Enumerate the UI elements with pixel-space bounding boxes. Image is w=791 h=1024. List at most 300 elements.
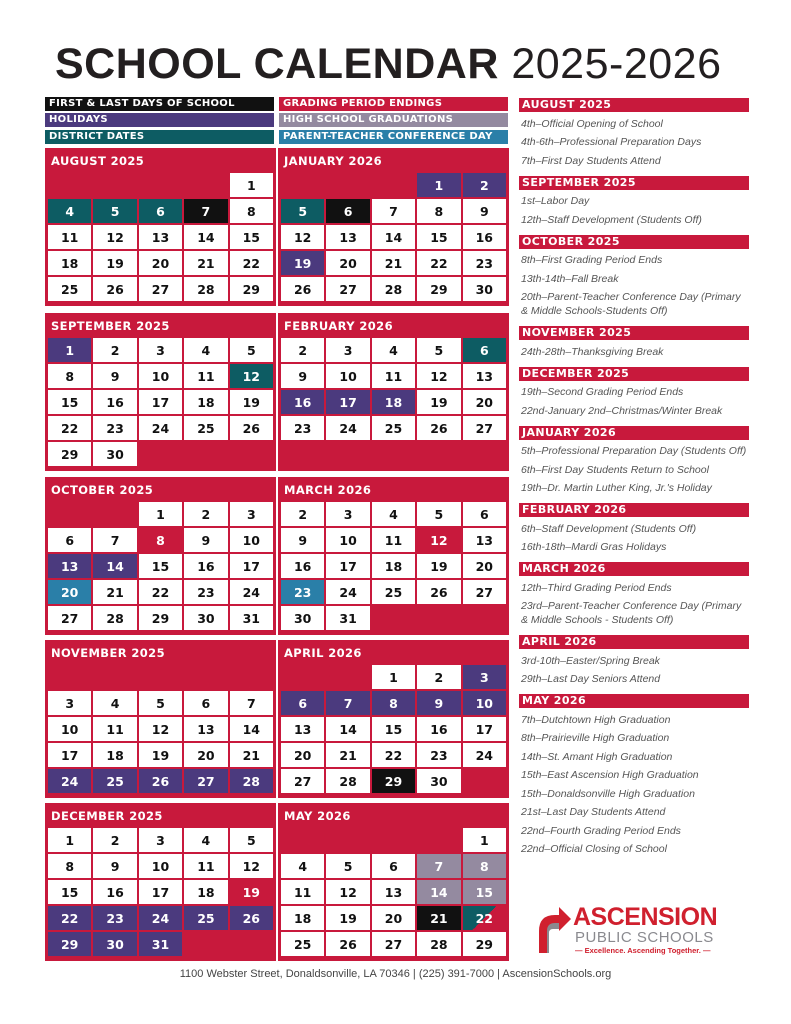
day-cell: 8 bbox=[417, 199, 460, 223]
day-cell: 31 bbox=[230, 606, 273, 630]
empty-cell bbox=[139, 173, 182, 197]
day-cell: 6 bbox=[463, 502, 506, 526]
event-month-header: MAY 2026 bbox=[519, 694, 749, 708]
event-item: 8th–First Grading Period Ends bbox=[521, 254, 663, 266]
day-cell: 28 bbox=[93, 606, 136, 630]
day-cell: 9 bbox=[417, 691, 460, 715]
empty-cell bbox=[463, 606, 506, 630]
day-cell: 1 bbox=[48, 828, 91, 852]
empty-cell bbox=[417, 442, 460, 466]
day-cell: 30 bbox=[281, 606, 324, 630]
legend-item: DISTRICT DATES bbox=[45, 130, 274, 144]
month-title: APRIL 2026 bbox=[284, 646, 362, 660]
day-cell: 21 bbox=[184, 251, 227, 275]
empty-cell bbox=[326, 665, 369, 689]
events-list bbox=[519, 98, 749, 864]
month-title: MAY 2026 bbox=[284, 809, 351, 823]
day-cell: 17 bbox=[139, 880, 182, 904]
day-cell: 7 bbox=[93, 528, 136, 552]
month-block bbox=[45, 313, 276, 471]
day-cell: 8 bbox=[230, 199, 273, 223]
day-cell: 9 bbox=[93, 364, 136, 388]
day-cell: 17 bbox=[230, 554, 273, 578]
day-cell: 13 bbox=[48, 554, 91, 578]
day-cell: 24 bbox=[139, 906, 182, 930]
day-cell: 6 bbox=[48, 528, 91, 552]
day-cell: 19 bbox=[281, 251, 324, 275]
day-cell: 20 bbox=[281, 743, 324, 767]
day-cell: 29 bbox=[48, 932, 91, 956]
day-cell: 13 bbox=[184, 717, 227, 741]
event-item: 22nd–Fourth Grading Period Ends bbox=[521, 824, 681, 837]
event-month-header: SEPTEMBER 2025 bbox=[519, 176, 749, 190]
day-cell: 25 bbox=[372, 416, 415, 440]
event-item: 22nd–Official Closing of School bbox=[521, 843, 667, 855]
day-cell: 27 bbox=[281, 769, 324, 793]
event-item: 24th-28th–Thanksgiving Break bbox=[521, 345, 664, 358]
day-cell: 27 bbox=[463, 416, 506, 440]
day-cell: 19 bbox=[326, 906, 369, 930]
event-month-header: APRIL 2026 bbox=[519, 635, 749, 649]
day-cell: 7 bbox=[417, 854, 460, 878]
day-cell: 19 bbox=[230, 390, 273, 414]
day-cell: 8 bbox=[372, 691, 415, 715]
title-year: 2025-2026 bbox=[511, 40, 722, 88]
event-item: 29th–Last Day Seniors Attend bbox=[521, 673, 661, 685]
day-cell: 15 bbox=[230, 225, 273, 249]
day-cell: 3 bbox=[48, 691, 91, 715]
empty-cell bbox=[463, 769, 506, 793]
day-cell: 27 bbox=[139, 277, 182, 301]
empty-cell bbox=[372, 442, 415, 466]
day-cell: 12 bbox=[417, 528, 460, 552]
day-cell: 15 bbox=[417, 225, 460, 249]
day-cell: 18 bbox=[93, 743, 136, 767]
day-cell: 25 bbox=[184, 416, 227, 440]
day-cell: 11 bbox=[184, 854, 227, 878]
event-month-header: FEBRUARY 2026 bbox=[519, 503, 749, 517]
day-cell: 7 bbox=[326, 691, 369, 715]
month-block bbox=[278, 477, 509, 635]
day-cell: 21 bbox=[230, 743, 273, 767]
empty-cell bbox=[281, 665, 324, 689]
event-item: 19th–Dr. Martin Luther King, Jr.'s Holiday bbox=[521, 482, 712, 494]
event-month-header: AUGUST 2025 bbox=[519, 98, 749, 112]
day-cell: 18 bbox=[48, 251, 91, 275]
day-cell: 1 bbox=[230, 173, 273, 197]
month-block bbox=[278, 313, 509, 471]
logo-tagline: — Excellence. Ascending Together. — bbox=[575, 946, 711, 955]
day-cell: 2 bbox=[184, 502, 227, 526]
day-cell: 9 bbox=[281, 528, 324, 552]
day-cell: 6 bbox=[281, 691, 324, 715]
day-cell: 14 bbox=[184, 225, 227, 249]
day-cell: 12 bbox=[93, 225, 136, 249]
day-cell: 20 bbox=[372, 906, 415, 930]
day-cell: 20 bbox=[463, 554, 506, 578]
day-cell: 17 bbox=[48, 743, 91, 767]
month-block bbox=[45, 803, 276, 961]
event-item: 5th–Professional Preparation Day (Students Off) bbox=[521, 445, 747, 457]
day-cell: 27 bbox=[184, 769, 227, 793]
day-cell: 23 bbox=[93, 906, 136, 930]
day-cell: 9 bbox=[463, 199, 506, 223]
event-item: 7th–Dutchtown High Graduation bbox=[521, 713, 671, 726]
day-cell: 14 bbox=[93, 554, 136, 578]
day-cell: 10 bbox=[139, 854, 182, 878]
event-item: 19th–Second Grading Period Ends bbox=[521, 386, 684, 398]
day-cell: 7 bbox=[230, 691, 273, 715]
day-cell: 20 bbox=[463, 390, 506, 414]
empty-cell bbox=[93, 173, 136, 197]
day-cell: 12 bbox=[230, 854, 273, 878]
day-cell: 1 bbox=[139, 502, 182, 526]
logo-line1: ASCENSION bbox=[573, 903, 718, 931]
footer-address: 1100 Webster Street, Donaldsonville, LA 70346 | (225) 391-7000 | AscensionSchools.org bbox=[179, 968, 612, 980]
day-cell: 30 bbox=[93, 442, 136, 466]
day-cell: 9 bbox=[184, 528, 227, 552]
day-cell: 30 bbox=[93, 932, 136, 956]
day-cell: 17 bbox=[139, 390, 182, 414]
event-section bbox=[519, 694, 749, 856]
day-cell: 27 bbox=[48, 606, 91, 630]
event-item: 23rd–Parent-Teacher Conference Day (Primary & Middle Schools - Students Off) bbox=[521, 600, 742, 626]
day-cell: 11 bbox=[93, 717, 136, 741]
event-item: 12th–Third Grading Period Ends bbox=[521, 581, 672, 594]
day-cell: 19 bbox=[417, 554, 460, 578]
day-cell: 4 bbox=[281, 854, 324, 878]
day-cell: 6 bbox=[326, 199, 369, 223]
event-item: 7th–First Day Students Attend bbox=[521, 154, 661, 167]
day-cell: 22 bbox=[48, 416, 91, 440]
day-cell: 31 bbox=[326, 606, 369, 630]
empty-cell bbox=[48, 173, 91, 197]
empty-cell bbox=[326, 828, 369, 852]
day-cell: 10 bbox=[463, 691, 506, 715]
day-cell: 16 bbox=[281, 554, 324, 578]
day-cell: 23 bbox=[417, 743, 460, 767]
month-title: AUGUST 2025 bbox=[51, 154, 145, 168]
day-cell: 19 bbox=[230, 880, 273, 904]
day-cell: 10 bbox=[326, 364, 369, 388]
day-cell: 16 bbox=[93, 880, 136, 904]
day-cell: 23 bbox=[281, 580, 324, 604]
month-title: JANUARY 2026 bbox=[284, 154, 383, 168]
event-item: 15th–Donaldsonville High Graduation bbox=[521, 787, 695, 800]
day-cell: 10 bbox=[48, 717, 91, 741]
day-cell: 2 bbox=[281, 502, 324, 526]
event-month-header: NOVEMBER 2025 bbox=[519, 326, 749, 340]
day-cell: 5 bbox=[281, 199, 324, 223]
event-item: 22nd-January 2nd–Christmas/Winter Break bbox=[521, 404, 723, 417]
day-cell: 20 bbox=[139, 251, 182, 275]
day-cell: 19 bbox=[417, 390, 460, 414]
event-item: 13th-14th–Fall Break bbox=[521, 272, 619, 285]
event-month-header: JANUARY 2026 bbox=[519, 426, 749, 440]
day-cell: 25 bbox=[184, 906, 227, 930]
day-cell: 30 bbox=[417, 769, 460, 793]
event-item: 8th–Prairieville High Graduation bbox=[521, 732, 670, 744]
empty-cell bbox=[139, 665, 182, 689]
day-cell: 1 bbox=[372, 665, 415, 689]
day-cell: 22 bbox=[372, 743, 415, 767]
day-cell: 21 bbox=[417, 906, 460, 930]
day-cell: 4 bbox=[372, 338, 415, 362]
day-cell: 15 bbox=[48, 880, 91, 904]
day-cell: 1 bbox=[463, 828, 506, 852]
day-cell: 14 bbox=[372, 225, 415, 249]
empty-cell bbox=[326, 442, 369, 466]
day-cell: 11 bbox=[372, 528, 415, 552]
event-item: 1st–Labor Day bbox=[521, 195, 590, 207]
day-cell: 24 bbox=[48, 769, 91, 793]
day-cell: 16 bbox=[417, 717, 460, 741]
day-cell: 12 bbox=[230, 364, 273, 388]
day-cell: 13 bbox=[281, 717, 324, 741]
day-cell: 4 bbox=[372, 502, 415, 526]
empty-cell bbox=[326, 173, 369, 197]
empty-cell bbox=[417, 828, 460, 852]
day-cell: 3 bbox=[326, 338, 369, 362]
empty-cell bbox=[230, 932, 273, 956]
day-cell: 5 bbox=[417, 338, 460, 362]
event-item: 6th–Staff Development (Students Off) bbox=[521, 522, 697, 535]
day-cell: 12 bbox=[417, 364, 460, 388]
day-cell: 18 bbox=[372, 390, 415, 414]
day-cell: 22 bbox=[463, 906, 506, 930]
month-title: DECEMBER 2025 bbox=[51, 809, 163, 823]
day-cell: 15 bbox=[48, 390, 91, 414]
day-cell: 23 bbox=[93, 416, 136, 440]
day-cell: 18 bbox=[184, 880, 227, 904]
day-cell: 6 bbox=[372, 854, 415, 878]
day-cell: 7 bbox=[184, 199, 227, 223]
day-cell: 6 bbox=[463, 338, 506, 362]
day-cell: 14 bbox=[230, 717, 273, 741]
logo-line2: PUBLIC SCHOOLS bbox=[575, 929, 714, 946]
day-cell: 28 bbox=[372, 277, 415, 301]
empty-cell bbox=[281, 173, 324, 197]
day-cell: 5 bbox=[230, 338, 273, 362]
day-cell: 3 bbox=[463, 665, 506, 689]
event-month-header: OCTOBER 2025 bbox=[519, 235, 749, 249]
empty-cell bbox=[184, 932, 227, 956]
month-title: OCTOBER 2025 bbox=[51, 483, 154, 497]
day-cell: 26 bbox=[230, 416, 273, 440]
empty-cell bbox=[139, 442, 182, 466]
day-cell: 23 bbox=[463, 251, 506, 275]
day-cell: 25 bbox=[48, 277, 91, 301]
month-block bbox=[45, 477, 276, 635]
day-cell: 29 bbox=[463, 932, 506, 956]
day-cell: 26 bbox=[417, 580, 460, 604]
day-cell: 24 bbox=[326, 416, 369, 440]
day-cell: 8 bbox=[48, 854, 91, 878]
legend-item: GRADING PERIOD ENDINGS bbox=[279, 97, 508, 111]
day-cell: 20 bbox=[326, 251, 369, 275]
day-cell: 22 bbox=[417, 251, 460, 275]
event-section bbox=[519, 635, 749, 686]
day-cell: 22 bbox=[230, 251, 273, 275]
ascension-logo bbox=[537, 905, 732, 957]
day-cell: 2 bbox=[93, 828, 136, 852]
day-cell: 2 bbox=[417, 665, 460, 689]
empty-cell bbox=[372, 173, 415, 197]
day-cell: 5 bbox=[93, 199, 136, 223]
day-cell: 4 bbox=[93, 691, 136, 715]
day-cell: 29 bbox=[48, 442, 91, 466]
day-cell: 19 bbox=[139, 743, 182, 767]
event-section bbox=[519, 235, 749, 319]
day-cell: 29 bbox=[372, 769, 415, 793]
day-cell: 9 bbox=[93, 854, 136, 878]
day-cell: 29 bbox=[417, 277, 460, 301]
month-title: SEPTEMBER 2025 bbox=[51, 319, 170, 333]
event-item: 16th-18th–Mardi Gras Holidays bbox=[521, 541, 667, 553]
month-block bbox=[45, 640, 276, 798]
day-cell: 8 bbox=[463, 854, 506, 878]
day-cell: 24 bbox=[139, 416, 182, 440]
month-title: MARCH 2026 bbox=[284, 483, 372, 497]
day-cell: 24 bbox=[326, 580, 369, 604]
empty-cell bbox=[48, 502, 91, 526]
day-cell: 25 bbox=[372, 580, 415, 604]
day-cell: 14 bbox=[326, 717, 369, 741]
empty-cell bbox=[230, 665, 273, 689]
event-item: 21st–Last Day Students Attend bbox=[521, 806, 666, 818]
day-cell: 31 bbox=[139, 932, 182, 956]
empty-cell bbox=[463, 442, 506, 466]
day-cell: 18 bbox=[184, 390, 227, 414]
day-cell: 24 bbox=[230, 580, 273, 604]
day-cell: 28 bbox=[184, 277, 227, 301]
day-cell: 3 bbox=[139, 338, 182, 362]
event-section bbox=[519, 367, 749, 418]
month-block bbox=[278, 148, 509, 306]
month-block bbox=[278, 803, 509, 961]
empty-cell bbox=[230, 442, 273, 466]
month-block bbox=[278, 640, 509, 798]
empty-cell bbox=[184, 442, 227, 466]
day-cell: 22 bbox=[139, 580, 182, 604]
empty-cell bbox=[93, 665, 136, 689]
day-cell: 21 bbox=[326, 743, 369, 767]
day-cell: 17 bbox=[463, 717, 506, 741]
day-cell: 4 bbox=[184, 338, 227, 362]
day-cell: 27 bbox=[372, 932, 415, 956]
day-cell: 20 bbox=[184, 743, 227, 767]
day-cell: 12 bbox=[326, 880, 369, 904]
empty-cell bbox=[372, 606, 415, 630]
day-cell: 18 bbox=[372, 554, 415, 578]
event-section bbox=[519, 98, 749, 168]
day-cell: 26 bbox=[230, 906, 273, 930]
day-cell: 11 bbox=[372, 364, 415, 388]
day-cell: 9 bbox=[281, 364, 324, 388]
event-section bbox=[519, 326, 749, 359]
day-cell: 30 bbox=[184, 606, 227, 630]
empty-cell bbox=[184, 665, 227, 689]
day-cell: 26 bbox=[93, 277, 136, 301]
legend-item: PARENT-TEACHER CONFERENCE DAY bbox=[279, 130, 508, 144]
day-cell: 23 bbox=[184, 580, 227, 604]
day-cell: 13 bbox=[139, 225, 182, 249]
day-cell: 4 bbox=[48, 199, 91, 223]
day-cell: 10 bbox=[139, 364, 182, 388]
day-cell: 12 bbox=[281, 225, 324, 249]
event-item: 15th–East Ascension High Graduation bbox=[521, 769, 699, 781]
day-cell: 13 bbox=[326, 225, 369, 249]
empty-cell bbox=[417, 606, 460, 630]
day-cell: 29 bbox=[139, 606, 182, 630]
legend-item: FIRST & LAST DAYS OF SCHOOL bbox=[45, 97, 274, 111]
month-block bbox=[45, 148, 276, 306]
day-cell: 27 bbox=[463, 580, 506, 604]
day-cell: 25 bbox=[281, 932, 324, 956]
day-cell: 13 bbox=[463, 364, 506, 388]
event-section bbox=[519, 176, 749, 227]
day-cell: 16 bbox=[463, 225, 506, 249]
empty-cell bbox=[93, 502, 136, 526]
event-item: 3rd-10th–Easter/Spring Break bbox=[521, 654, 660, 667]
empty-cell bbox=[281, 442, 324, 466]
day-cell: 28 bbox=[326, 769, 369, 793]
event-item: 4th–Official Opening of School bbox=[521, 117, 663, 130]
event-month-header: MARCH 2026 bbox=[519, 562, 749, 576]
day-cell: 13 bbox=[372, 880, 415, 904]
day-cell: 28 bbox=[417, 932, 460, 956]
day-cell: 16 bbox=[281, 390, 324, 414]
day-cell: 2 bbox=[281, 338, 324, 362]
month-title: NOVEMBER 2025 bbox=[51, 646, 165, 660]
day-cell: 15 bbox=[372, 717, 415, 741]
event-item: 20th–Parent-Teacher Conference Day (Primary & Middle Schools-Students Off) bbox=[521, 291, 741, 317]
event-section bbox=[519, 562, 749, 627]
day-cell: 6 bbox=[184, 691, 227, 715]
day-cell: 2 bbox=[463, 173, 506, 197]
day-cell: 12 bbox=[139, 717, 182, 741]
day-cell: 6 bbox=[139, 199, 182, 223]
page-title bbox=[55, 40, 721, 89]
arrow-logo-icon bbox=[537, 905, 573, 955]
day-cell: 26 bbox=[417, 416, 460, 440]
day-cell: 21 bbox=[372, 251, 415, 275]
event-item: 12th–Staff Development (Students Off) bbox=[521, 213, 702, 226]
day-cell: 7 bbox=[372, 199, 415, 223]
day-cell: 28 bbox=[230, 769, 273, 793]
day-cell: 15 bbox=[139, 554, 182, 578]
day-cell: 3 bbox=[139, 828, 182, 852]
day-cell: 26 bbox=[139, 769, 182, 793]
title-main: SCHOOL CALENDAR bbox=[55, 40, 499, 88]
day-cell: 4 bbox=[184, 828, 227, 852]
event-month-header: DECEMBER 2025 bbox=[519, 367, 749, 381]
day-cell: 5 bbox=[417, 502, 460, 526]
legend-item: HIGH SCHOOL GRADUATIONS bbox=[279, 113, 508, 127]
day-cell: 21 bbox=[93, 580, 136, 604]
empty-cell bbox=[372, 828, 415, 852]
day-cell: 26 bbox=[326, 932, 369, 956]
day-cell: 16 bbox=[184, 554, 227, 578]
event-item: 6th–First Day Students Return to School bbox=[521, 463, 709, 476]
day-cell: 5 bbox=[139, 691, 182, 715]
day-cell: 22 bbox=[48, 906, 91, 930]
event-item: 4th-6th–Professional Preparation Days bbox=[521, 136, 702, 148]
day-cell: 15 bbox=[463, 880, 506, 904]
day-cell: 19 bbox=[93, 251, 136, 275]
month-title: FEBRUARY 2026 bbox=[284, 319, 393, 333]
event-section bbox=[519, 426, 749, 496]
